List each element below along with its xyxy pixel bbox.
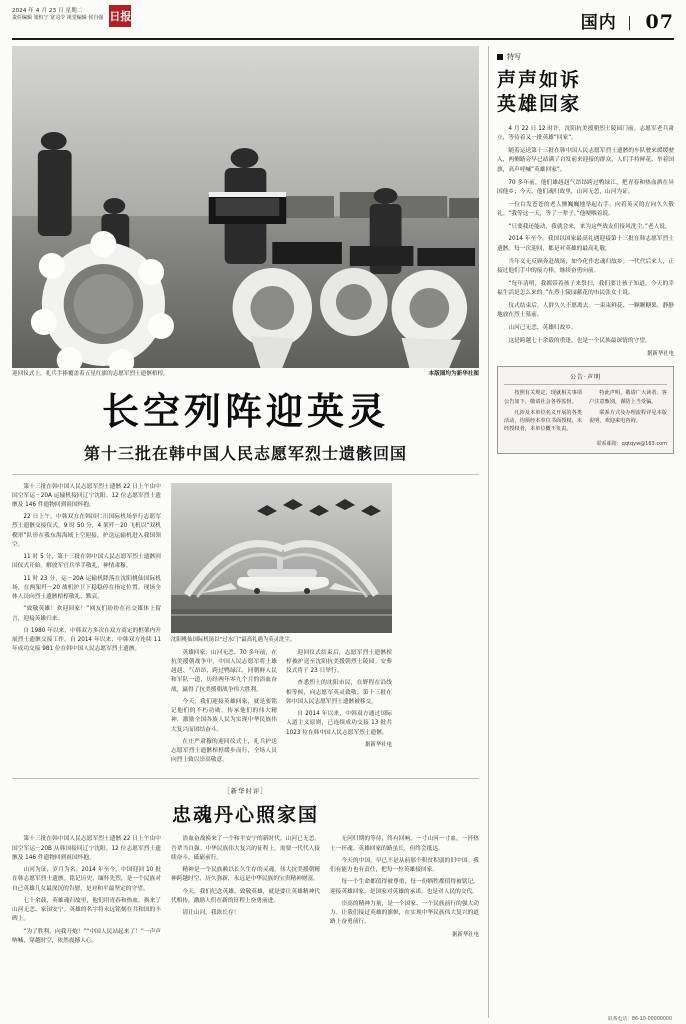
paragraph: 七十余载，英雄魂归故里，他们用青春和热血，换来了山河无恙、家国安宁。英雄的名字将永远铭刻在共和国的丰碑上。 [12, 897, 161, 923]
paragraph: 11 时 5 分，第十三批在韩中国人民志愿军烈士遗骸回国仪式开始。解放军官兵举手敬礼，神情肃穆。 [12, 554, 161, 570]
paragraph: 每一个生命都值得被尊重，每一份牺牲都值得被铭记。迎接英雄回家，是国家对英雄的承诺，也是对人民的交代。 [330, 879, 479, 895]
article-col-2b [286, 649, 392, 769]
paragraph: 第十三批在韩中国人民志愿军烈士遗骸 22 日上午由中国空军运－20A 运输机接回辽宁沈阳。12 位志愿军烈士遗骸及 146 件遗物回到祖国怀抱。 [12, 483, 161, 508]
main-photo-graphic [12, 46, 479, 368]
paragraph: “每年清明，我都带着孩子来祭扫，我们要让孩子知道，今天的幸福生活是怎么来的。”在烈士陵园献花的市民张女士说。 [497, 280, 674, 297]
paragraph: 浴血奋战换来了一个和平安宁的新时代。山河已无恙，吾辈当自强。中华民族伟大复兴的征程上，需要一代代人接续奋斗、砥砺前行。 [171, 836, 320, 861]
masthead [12, 0, 674, 40]
commentary-section [12, 778, 479, 949]
page-body [12, 40, 674, 1018]
commentary-signature: 据新华社电 [452, 931, 479, 938]
notice-box-columns [504, 389, 667, 437]
paragraph: 11 时 23 分，运－20A 运输机降落在沈阳桃仙国际机场，在两架歼－20 战机护卫下稳稳停在指定位置。现场全体人员向烈士遗骸棺椁敬礼、默哀。 [12, 575, 161, 601]
notice-box-email: 联系邮箱：qqtqyw@163.com [596, 440, 667, 447]
article-col-2 [171, 483, 392, 769]
paragraph: 仪式结束后，人群久久不愿离去。一束束鲜花、一颗颗糖果，静静地放在烈士墓前。 [497, 302, 674, 319]
headline-divider [12, 474, 479, 475]
publication-date: 2024 年 4 月 23 日 星期二 [12, 8, 83, 14]
paragraph: “致敬英雄！欢迎回家！”网友们纷纷在社交媒体上留言，迎接英雄归来。 [12, 606, 161, 622]
left-column [12, 46, 479, 1018]
paragraph: 无问归期的等待，终有回响。一寸山河一寸血，一抔热土一抔魂。英雄回家的路虽长，但终会抵达。 [330, 836, 479, 852]
section-header [581, 4, 674, 33]
paragraph: 山河已无恙，英雄归故乡。 [508, 325, 577, 332]
article-signature: 据新华社电 [365, 741, 392, 748]
section-name: 国内 [580, 13, 617, 33]
paragraph: 70 多年前，他们雄赳赳气昂昂跨过鸭绿江，把青春和热血洒在异国他乡；今天，他们魂归故里，山河无恙，山河为证。 [497, 179, 674, 196]
paragraph: 这是跨越七十余载的重逢，也是一个民族最深情的守望。 [508, 337, 651, 344]
feature-body [497, 125, 674, 347]
feature-label-text: 特写 [507, 53, 521, 61]
secondary-photo-graphic [171, 483, 392, 633]
paragraph: 当年义无反顾奔赴战场，如今化作忠魂归故乡；一代代后来人，正接过他们手中的接力棒，继续奋勇向前。 [497, 258, 674, 275]
page-footer: 联系电话：86-10-00000000 [607, 1017, 672, 1022]
notice-box-header: 公告·声明 [504, 372, 667, 385]
paragraph: 随着运送第十三批在韩中国人民志愿军烈士遗骸的车队驶来缓缓驶入，两侧路旁早已站满了自发前来迎接的群众，人们手持鲜花、举着国旗，高声呼喊“英雄回家”。 [497, 147, 674, 173]
paragraph: 一位白发苍苍的老人颤巍巍地举起右手，向着英灵的方向久久敬礼。“我等这一天，等了一辈子。”他哽咽着说。 [497, 201, 674, 218]
paragraph: 在庄严肃穆的迎回仪式上，礼兵护送志愿军烈士遗骸棺椁缓步而行，全场人员向烈士致以崇高敬意。 [171, 738, 277, 764]
square-bullet-icon [497, 54, 503, 60]
page-title: 长空列阵迎英灵 [102, 388, 389, 433]
secondary-photo-caption: 沈阳桃仙国际机场以“过水门”最高礼遇为英灵洗尘。 [171, 636, 296, 643]
notice-col-2 [589, 389, 667, 437]
paragraph: 精神是一个民族赖以长久生存的灵魂。伟大抗美援朝精神跨越时空、历久弥新，永远是中华民族的宝贵精神财富。 [171, 867, 320, 883]
feature-label [497, 52, 674, 62]
paragraph: 2014 年至今，我国以国家最高礼遇迎接第十三批在韩志愿军烈士遗骸。每一次迎回，都是对英雄的最高礼敬。 [497, 236, 674, 252]
paragraph: 山河为证，岁月为名。2014 年至今，中国迎回 10 批在韩志愿军烈士遗骸。铭记历史、缅怀先烈，是一个民族对自己英雄儿女最深沉的告慰，是对和平最坚定的守望。 [12, 867, 161, 892]
commentary-col-3 [330, 835, 479, 949]
paragraph: 第十三批在韩中国人民志愿军烈士遗骸 22 日上午由中国空军运－20B 从韩国接回辽宁沈阳。12 位志愿军烈士遗骸及 146 件遗物回到祖国怀抱。 [12, 836, 161, 861]
masthead-meta [12, 4, 103, 23]
commentary-title: 忠魂丹心照家国 [171, 804, 319, 827]
paragraph: 今天，我们纪念英雄、致敬英雄，就是要让英雄精神代代相传，激励人们在新的征程上奋勇前进。 [171, 888, 320, 904]
secondary-photo [171, 483, 392, 633]
masthead-left [12, 4, 131, 27]
page-subtitle: 第十三批在韩中国人民志愿军烈士遗骸回国 [83, 443, 407, 463]
paragraph: 查悉烈士的沈阳市民，在野程在沿线相等候，向志愿军英灵致敬。第十三批在韩中国人民志愿军烈士遗骸被移交。 [286, 680, 392, 705]
main-photo [12, 46, 479, 368]
paragraph: 联系方式及办理流程详见本版说明，欢迎来电咨询。 [589, 409, 667, 425]
main-photo-credit: 本版图均为新华社图 [428, 371, 479, 377]
header-divider [629, 16, 630, 30]
feature-title [497, 68, 674, 117]
notice-box [497, 366, 674, 454]
feature-signature: 据新华社电 [647, 351, 674, 358]
article-col-2a [171, 649, 277, 769]
commentary-col-1 [12, 835, 161, 949]
paragraph: 今天的中国，早已不是从前那个积贫积弱的旧中国。我们有能力也有责任，把每一位英雄接回家。 [330, 857, 479, 874]
page-number: 07 [645, 11, 674, 33]
paragraph: 今天，我们迎接英雄回家，就是要铭记他们的不朽功勋，传承他们的伟大精神，激励全国各族人民为实现中华民族伟大复兴而团结奋斗。 [171, 698, 277, 733]
paragraph: 特此声明，敬请广大读者、客户注意甄别，谨防上当受骗。 [589, 390, 667, 405]
main-photo-caption: 迎回仪式上，礼兵手捧覆盖着五星红旗的志愿军烈士遗骸棺椁。 [12, 371, 169, 377]
feature-title-line2: 英雄回家 [497, 93, 582, 116]
notice-col-1 [504, 389, 582, 437]
feature-title-line1: 声声如诉 [497, 69, 582, 91]
paragraph: 迎回仪式结束后，志愿军烈士遗骸棺椁被护送至沈阳抗美援朝烈士陵园。安葬仪式将于 23 日举行。 [286, 649, 392, 675]
right-column [488, 46, 674, 1018]
article-col-1 [12, 483, 161, 769]
paragraph: “只要我还能动，我就会来，来为这些战友们接风洗尘。”老人说。 [508, 223, 671, 230]
paragraph: 凡涉及本单位名义开展的各类活动，均须经本单位书面授权，未经授权者，本单位概不负责。 [504, 409, 582, 433]
commentary-tag: ［新华时评］ [223, 787, 268, 796]
publication-logo: 日报 [109, 5, 131, 27]
paragraph: “为了胜利，向我开炮！”“中国人民站起来了！”一声声呐喊，穿越时空，依然震撼人心。 [12, 928, 161, 944]
editor-line: 责任编辑 梁恒宁 宽司令 视觉编辑 侯自强 [12, 15, 104, 22]
paragraph: 自 2014 年以来，中韩双方通过国际人道主义原则，已连续成功交接 13 批共 1023 位在韩中国人民志愿军烈士遗骸。 [286, 711, 392, 736]
paragraph: 按照有关规定，现就相关事项公告如下，敬请社会各界监督。 [504, 390, 582, 405]
paragraph: 英雄回家，山河无恙。70 多年前，在抗美援朝战争中，中国人民志愿军将士雄赳赳、气昂昂，跨过鸭绿江，同朝鲜人民和军队一道，历经两年零九个月的浴血奋战，赢得了抗美援朝战争伟大胜利。 [171, 649, 277, 693]
commentary-body [12, 835, 479, 949]
commentary-col-2 [171, 835, 320, 949]
paragraph: 4 月 22 日 12 时许，沈阳抗美援朝烈士陵园门前。志愿军老兵肃立，等待着又一批英雄“回家”。 [497, 125, 674, 142]
paragraph: 自 1980 年以来，中韩双方多次在双方商定的框架内开展烈士遗骸交接工作。自 2014 年以来，中韩双方连续 11 年成功交接 981 位在韩中国人民志愿军烈士遗骸。 [12, 627, 161, 653]
paragraph: 请让山河，我欲长存！ [182, 910, 240, 917]
main-photo-caption-row [12, 368, 479, 379]
lead-article [12, 483, 479, 769]
paragraph: 22 日上午，中韩双方在韩国仁川国际机场举行志愿军烈士遗骸交接仪式。9 时 50 分，4 架歼－20 飞机以“双机楔形”队形在我东海海域上空迎接，护送运输机进入我国领空。 [12, 514, 161, 548]
paragraph: 崇高的精神力量，是一个国家、一个民族前行的强大动力。让我们接过英雄的旗帜，在实现中华民族伟大复兴的道路上奋勇前行。 [330, 900, 479, 926]
